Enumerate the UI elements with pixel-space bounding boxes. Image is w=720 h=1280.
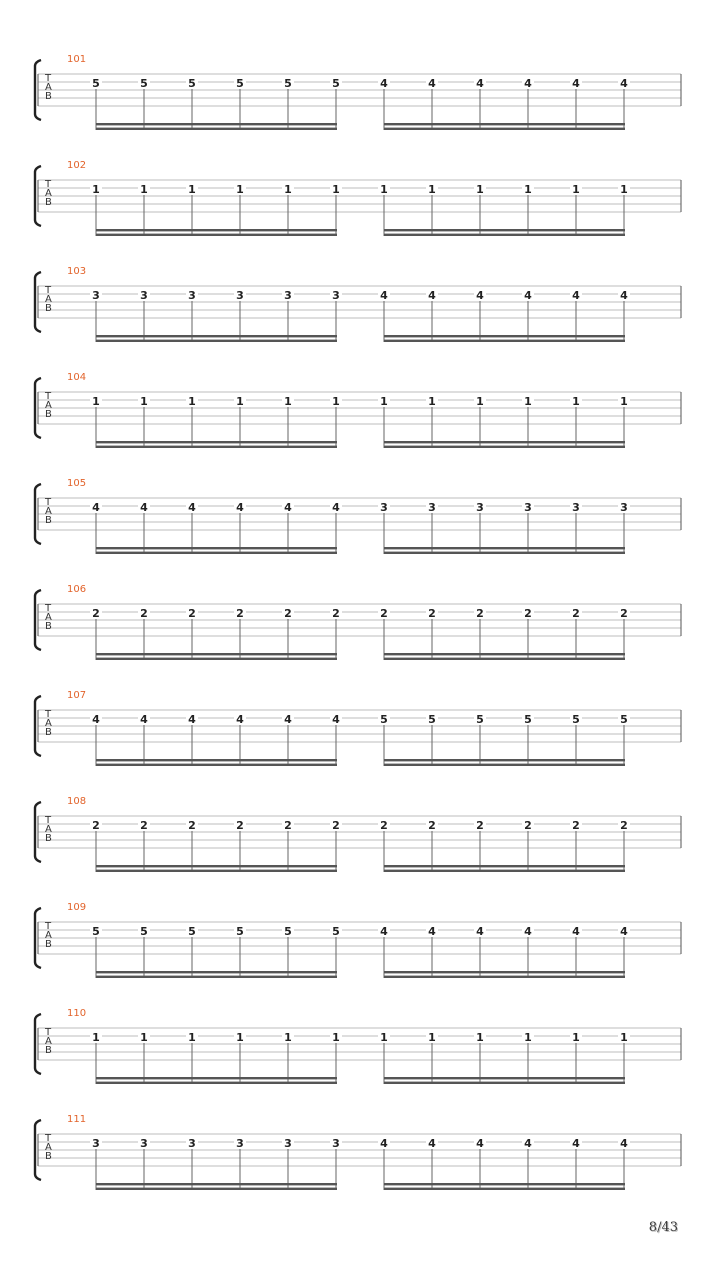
fret-number: 4 bbox=[332, 713, 340, 726]
fret-number: 5 bbox=[188, 925, 196, 938]
beam-secondary bbox=[96, 1188, 337, 1190]
tab-system bbox=[35, 690, 681, 766]
tab-clef-letter: A bbox=[45, 930, 52, 941]
measure-number: 101 bbox=[67, 54, 87, 65]
measure-number: 104 bbox=[67, 372, 87, 383]
fret-number: 1 bbox=[236, 183, 244, 196]
tab-system bbox=[35, 160, 681, 236]
tab-clef-letter: T bbox=[45, 1133, 52, 1144]
fret-number: 3 bbox=[92, 1137, 100, 1150]
tab-system bbox=[35, 1008, 681, 1084]
fret-number: 1 bbox=[572, 395, 580, 408]
tab-clef-letter: T bbox=[45, 1027, 52, 1038]
fret-number: 4 bbox=[620, 925, 628, 938]
tab-clef-letter: B bbox=[45, 833, 52, 844]
fret-number: 3 bbox=[188, 289, 196, 302]
tab-system bbox=[35, 266, 681, 342]
fret-number: 1 bbox=[524, 183, 532, 196]
beam-secondary bbox=[96, 340, 337, 342]
fret-number: 1 bbox=[92, 183, 100, 196]
beam-primary bbox=[384, 1183, 625, 1185]
beam-secondary bbox=[384, 658, 625, 660]
fret-number: 1 bbox=[380, 395, 388, 408]
tab-system bbox=[35, 478, 681, 554]
fret-number: 5 bbox=[284, 77, 292, 90]
fret-number: 1 bbox=[428, 1031, 436, 1044]
beam-primary bbox=[96, 547, 337, 549]
fret-number: 4 bbox=[476, 289, 484, 302]
fret-number: 1 bbox=[380, 1031, 388, 1044]
beam-primary bbox=[96, 335, 337, 337]
tab-clef-letter: T bbox=[45, 179, 52, 190]
fret-number: 4 bbox=[92, 713, 100, 726]
fret-number: 3 bbox=[332, 1137, 340, 1150]
tab-system bbox=[35, 1114, 681, 1190]
tab-clef-letter: A bbox=[45, 1142, 52, 1153]
fret-number: 5 bbox=[236, 77, 244, 90]
beam-secondary bbox=[96, 764, 337, 766]
fret-number: 4 bbox=[236, 501, 244, 514]
fret-number: 2 bbox=[92, 819, 100, 832]
fret-number: 1 bbox=[284, 1031, 292, 1044]
fret-number: 3 bbox=[284, 289, 292, 302]
fret-number: 2 bbox=[140, 819, 148, 832]
fret-number: 2 bbox=[284, 607, 292, 620]
fret-number: 4 bbox=[620, 289, 628, 302]
beam-secondary bbox=[384, 764, 625, 766]
fret-number: 2 bbox=[476, 607, 484, 620]
fret-number: 3 bbox=[332, 289, 340, 302]
tab-clef-letter: A bbox=[45, 188, 52, 199]
beam-secondary bbox=[96, 870, 337, 872]
fret-number: 3 bbox=[92, 289, 100, 302]
beam-primary bbox=[384, 335, 625, 337]
beam-secondary bbox=[384, 340, 625, 342]
fret-number: 3 bbox=[188, 1137, 196, 1150]
tab-system bbox=[35, 584, 681, 660]
tab-clef-letter: T bbox=[45, 709, 52, 720]
tab-clef-letter: T bbox=[45, 603, 52, 614]
fret-number: 2 bbox=[332, 607, 340, 620]
beam-primary bbox=[96, 229, 337, 231]
page-number: 8/43 bbox=[648, 1220, 678, 1235]
tab-clef-letter: A bbox=[45, 82, 52, 93]
fret-number: 4 bbox=[524, 925, 532, 938]
fret-number: 4 bbox=[524, 1137, 532, 1150]
fret-number: 5 bbox=[140, 77, 148, 90]
fret-number: 4 bbox=[572, 289, 580, 302]
fret-number: 4 bbox=[380, 1137, 388, 1150]
measure-number: 105 bbox=[67, 478, 87, 489]
tab-clef-letter: B bbox=[45, 197, 52, 208]
tab-clef-letter: T bbox=[45, 815, 52, 826]
beam-secondary bbox=[384, 1082, 625, 1084]
tab-clef-letter: B bbox=[45, 1151, 52, 1162]
fret-number: 4 bbox=[188, 713, 196, 726]
fret-number: 4 bbox=[620, 1137, 628, 1150]
fret-number: 2 bbox=[236, 819, 244, 832]
tab-clef-letter: A bbox=[45, 294, 52, 305]
beam-secondary bbox=[96, 658, 337, 660]
fret-number: 1 bbox=[572, 1031, 580, 1044]
tab-clef-letter: B bbox=[45, 303, 52, 314]
fret-number: 2 bbox=[524, 607, 532, 620]
fret-number: 4 bbox=[428, 925, 436, 938]
fret-number: 1 bbox=[188, 1031, 196, 1044]
fret-number: 4 bbox=[572, 77, 580, 90]
fret-number: 1 bbox=[140, 395, 148, 408]
tab-clef-letter: A bbox=[45, 506, 52, 517]
fret-number: 3 bbox=[428, 501, 436, 514]
measure-number: 106 bbox=[67, 584, 87, 595]
beam-secondary bbox=[384, 446, 625, 448]
fret-number: 4 bbox=[284, 501, 292, 514]
fret-number: 4 bbox=[620, 77, 628, 90]
fret-number: 4 bbox=[428, 1137, 436, 1150]
fret-number: 3 bbox=[140, 1137, 148, 1150]
tab-clef-letter: T bbox=[45, 391, 52, 402]
tab-clef-letter: T bbox=[45, 285, 52, 296]
tab-system bbox=[35, 796, 681, 872]
fret-number: 4 bbox=[428, 77, 436, 90]
fret-number: 5 bbox=[620, 713, 628, 726]
fret-number: 3 bbox=[620, 501, 628, 514]
fret-number: 1 bbox=[428, 395, 436, 408]
fret-number: 1 bbox=[524, 1031, 532, 1044]
beam-secondary bbox=[384, 870, 625, 872]
fret-number: 2 bbox=[524, 819, 532, 832]
fret-number: 2 bbox=[380, 819, 388, 832]
fret-number: 1 bbox=[476, 395, 484, 408]
fret-number: 2 bbox=[92, 607, 100, 620]
fret-number: 5 bbox=[332, 77, 340, 90]
tab-clef-letter: T bbox=[45, 497, 52, 508]
fret-number: 4 bbox=[476, 1137, 484, 1150]
tab-clef-letter: B bbox=[45, 91, 52, 102]
fret-number: 3 bbox=[236, 1137, 244, 1150]
beam-secondary bbox=[384, 1188, 625, 1190]
fret-number: 1 bbox=[572, 183, 580, 196]
fret-number: 1 bbox=[332, 1031, 340, 1044]
fret-number: 2 bbox=[188, 819, 196, 832]
fret-number: 1 bbox=[188, 395, 196, 408]
beam-secondary bbox=[96, 552, 337, 554]
fret-number: 5 bbox=[524, 713, 532, 726]
beam-primary bbox=[96, 441, 337, 443]
fret-number: 4 bbox=[140, 501, 148, 514]
beam-primary bbox=[384, 547, 625, 549]
fret-number: 1 bbox=[620, 395, 628, 408]
fret-number: 1 bbox=[140, 183, 148, 196]
tab-clef-letter: B bbox=[45, 515, 52, 526]
beam-primary bbox=[384, 759, 625, 761]
beam-secondary bbox=[96, 1082, 337, 1084]
fret-number: 5 bbox=[92, 77, 100, 90]
fret-number: 4 bbox=[572, 1137, 580, 1150]
fret-number: 2 bbox=[572, 819, 580, 832]
fret-number: 4 bbox=[476, 925, 484, 938]
fret-number: 5 bbox=[476, 713, 484, 726]
measure-number: 103 bbox=[67, 266, 87, 277]
fret-number: 4 bbox=[236, 713, 244, 726]
fret-number: 1 bbox=[620, 183, 628, 196]
tab-clef-letter: B bbox=[45, 621, 52, 632]
fret-number: 5 bbox=[428, 713, 436, 726]
fret-number: 5 bbox=[332, 925, 340, 938]
beam-secondary bbox=[96, 446, 337, 448]
measure-number: 109 bbox=[67, 902, 87, 913]
fret-number: 3 bbox=[380, 501, 388, 514]
tab-system bbox=[35, 54, 681, 130]
beam-secondary bbox=[384, 234, 625, 236]
fret-number: 1 bbox=[428, 183, 436, 196]
fret-number: 3 bbox=[140, 289, 148, 302]
beam-primary bbox=[96, 123, 337, 125]
tab-clef-letter: A bbox=[45, 718, 52, 729]
beam-primary bbox=[384, 123, 625, 125]
tab-clef-letter: B bbox=[45, 727, 52, 738]
beam-secondary bbox=[96, 234, 337, 236]
fret-number: 4 bbox=[476, 77, 484, 90]
fret-number: 2 bbox=[620, 607, 628, 620]
fret-number: 3 bbox=[236, 289, 244, 302]
beam-primary bbox=[96, 653, 337, 655]
measure-number: 107 bbox=[67, 690, 87, 701]
beam-primary bbox=[96, 1183, 337, 1185]
fret-number: 2 bbox=[428, 607, 436, 620]
beam-primary bbox=[384, 1077, 625, 1079]
fret-number: 4 bbox=[140, 713, 148, 726]
beam-primary bbox=[96, 971, 337, 973]
fret-number: 2 bbox=[332, 819, 340, 832]
fret-number: 3 bbox=[524, 501, 532, 514]
fret-number: 2 bbox=[620, 819, 628, 832]
beam-secondary bbox=[384, 128, 625, 130]
fret-number: 1 bbox=[236, 395, 244, 408]
tab-clef-letter: B bbox=[45, 1045, 52, 1056]
fret-number: 1 bbox=[620, 1031, 628, 1044]
tab-clef-letter: A bbox=[45, 612, 52, 623]
tab-system bbox=[35, 902, 681, 978]
beam-primary bbox=[384, 971, 625, 973]
beam-primary bbox=[384, 441, 625, 443]
fret-number: 2 bbox=[188, 607, 196, 620]
measure-number: 102 bbox=[67, 160, 87, 171]
tab-clef-letter: T bbox=[45, 921, 52, 932]
fret-number: 5 bbox=[92, 925, 100, 938]
fret-number: 4 bbox=[524, 77, 532, 90]
fret-number: 4 bbox=[188, 501, 196, 514]
fret-number: 1 bbox=[332, 395, 340, 408]
fret-number: 4 bbox=[380, 289, 388, 302]
beam-primary bbox=[96, 759, 337, 761]
fret-number: 5 bbox=[188, 77, 196, 90]
fret-number: 4 bbox=[92, 501, 100, 514]
fret-number: 1 bbox=[380, 183, 388, 196]
measure-number: 108 bbox=[67, 796, 87, 807]
fret-number: 1 bbox=[140, 1031, 148, 1044]
measure-number: 110 bbox=[67, 1008, 87, 1019]
fret-number: 2 bbox=[380, 607, 388, 620]
fret-number: 2 bbox=[572, 607, 580, 620]
tab-clef-letter: A bbox=[45, 824, 52, 835]
fret-number: 5 bbox=[140, 925, 148, 938]
fret-number: 4 bbox=[380, 77, 388, 90]
fret-number: 1 bbox=[476, 183, 484, 196]
tab-clef-letter: A bbox=[45, 1036, 52, 1047]
fret-number: 1 bbox=[332, 183, 340, 196]
fret-number: 5 bbox=[572, 713, 580, 726]
beam-secondary bbox=[96, 128, 337, 130]
tab-clef-letter: B bbox=[45, 939, 52, 950]
tab-clef-letter: T bbox=[45, 73, 52, 84]
tab-clef-letter: B bbox=[45, 409, 52, 420]
fret-number: 4 bbox=[428, 289, 436, 302]
fret-number: 3 bbox=[572, 501, 580, 514]
fret-number: 1 bbox=[92, 1031, 100, 1044]
measure-number: 111 bbox=[67, 1114, 87, 1125]
fret-number: 5 bbox=[284, 925, 292, 938]
fret-number: 1 bbox=[188, 183, 196, 196]
fret-number: 4 bbox=[332, 501, 340, 514]
fret-number: 4 bbox=[572, 925, 580, 938]
beam-secondary bbox=[384, 552, 625, 554]
beam-primary bbox=[96, 1077, 337, 1079]
tab-clef-letter: A bbox=[45, 400, 52, 411]
fret-number: 1 bbox=[236, 1031, 244, 1044]
fret-number: 5 bbox=[236, 925, 244, 938]
fret-number: 3 bbox=[476, 501, 484, 514]
fret-number: 1 bbox=[284, 183, 292, 196]
beam-primary bbox=[384, 229, 625, 231]
fret-number: 3 bbox=[284, 1137, 292, 1150]
fret-number: 2 bbox=[284, 819, 292, 832]
tab-system bbox=[35, 372, 681, 448]
fret-number: 2 bbox=[236, 607, 244, 620]
fret-number: 1 bbox=[284, 395, 292, 408]
fret-number: 4 bbox=[284, 713, 292, 726]
fret-number: 5 bbox=[380, 713, 388, 726]
fret-number: 2 bbox=[476, 819, 484, 832]
fret-number: 4 bbox=[380, 925, 388, 938]
fret-number: 4 bbox=[524, 289, 532, 302]
fret-number: 1 bbox=[92, 395, 100, 408]
fret-number: 2 bbox=[428, 819, 436, 832]
beam-primary bbox=[384, 865, 625, 867]
beam-secondary bbox=[384, 976, 625, 978]
beam-primary bbox=[384, 653, 625, 655]
fret-number: 1 bbox=[524, 395, 532, 408]
beam-primary bbox=[96, 865, 337, 867]
fret-number: 2 bbox=[140, 607, 148, 620]
fret-number: 1 bbox=[476, 1031, 484, 1044]
beam-secondary bbox=[96, 976, 337, 978]
